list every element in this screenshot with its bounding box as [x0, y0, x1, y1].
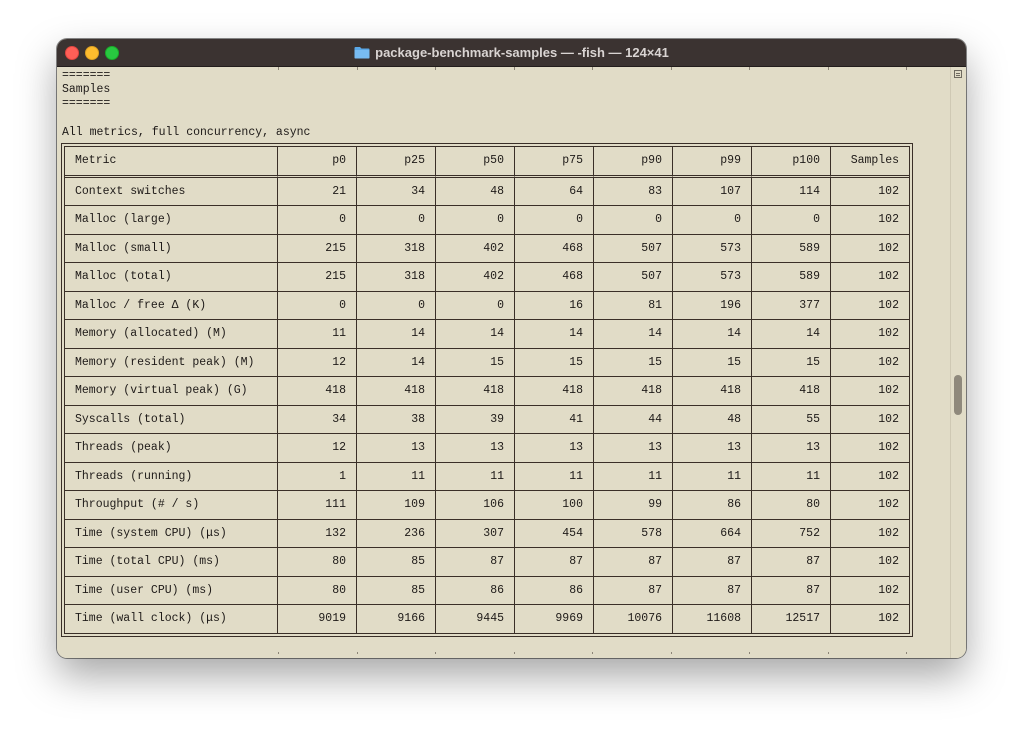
cell-p25: 0: [357, 206, 436, 235]
cell-metric: Memory (virtual peak) (G): [65, 377, 278, 406]
cell-p0: 0: [278, 206, 357, 235]
cell-p0: 418: [278, 377, 357, 406]
cell-p0: 12: [278, 349, 357, 378]
cell-p90: 507: [594, 235, 673, 264]
cell-samples: 102: [831, 548, 909, 577]
cell-samples: 102: [831, 320, 909, 349]
table-body: [65, 178, 909, 633]
cell-samples: 102: [878, 612, 899, 626]
cell-p25: 9166: [357, 605, 436, 633]
header-p99: p99: [673, 147, 752, 178]
cell-p75: 468: [515, 263, 594, 292]
cell-p99: 664: [673, 520, 752, 549]
cell-p50: 402: [436, 235, 515, 264]
cell-p100: 0: [752, 206, 831, 235]
cell-p90: 87: [594, 548, 673, 577]
cell-metric: Time (total CPU) (ms): [65, 548, 278, 577]
cell-p100: 87: [752, 577, 831, 606]
terminal-line-3: =======: [62, 97, 111, 110]
cell-p99: 11: [673, 463, 752, 492]
table-row: [65, 605, 909, 633]
cell-p50: 106: [436, 491, 515, 520]
header-metric: Metric: [65, 147, 278, 178]
scrollbar-thumb[interactable]: [954, 375, 962, 415]
cell-p75: 16: [515, 292, 594, 321]
cell-metric: Malloc (total): [65, 263, 278, 292]
cell-p25: 318: [357, 263, 436, 292]
cell-samples: 102: [831, 520, 909, 549]
metrics-table: [64, 146, 910, 634]
cell-p100: 13: [752, 434, 831, 463]
cell-p100: 87: [752, 548, 831, 577]
cell-metric: Time (system CPU) (μs): [65, 520, 278, 549]
cell-p90: 11: [594, 463, 673, 492]
cell-p99: 87: [673, 548, 752, 577]
folder-icon: [354, 46, 370, 59]
cell-p25: 109: [357, 491, 436, 520]
cell-p25: 85: [357, 548, 436, 577]
cell-samples: 102: [831, 406, 909, 435]
cell-p90: 14: [594, 320, 673, 349]
table-row: [65, 377, 909, 406]
cell-p90: 10076: [594, 605, 673, 633]
cell-samples: 102: [831, 292, 909, 321]
cell-p100: 11: [752, 463, 831, 492]
cell-metric: Memory (allocated) (M): [65, 320, 278, 349]
cell-p100: 12517: [752, 605, 831, 633]
cell-p75: 13: [515, 434, 594, 463]
cell-p50: 418: [436, 377, 515, 406]
cell-p25: 318: [357, 235, 436, 264]
cell-p90: 87: [594, 577, 673, 606]
cell-p75: 41: [515, 406, 594, 435]
terminal-line-2: Samples: [62, 83, 111, 96]
cell-p100: 418: [752, 377, 831, 406]
header-p50: p50: [436, 147, 515, 178]
table-row: [65, 577, 909, 606]
header-p25: p25: [357, 147, 436, 178]
cell-p100: 589: [752, 235, 831, 264]
cell-p75: 418: [515, 377, 594, 406]
cell-p50: 9445: [436, 605, 515, 633]
cell-p0: 80: [278, 577, 357, 606]
cell-metric: Threads (peak): [65, 434, 278, 463]
cell-samples: 102: [831, 263, 909, 292]
window-title: package-benchmark-samples — -fish — 124×41: [375, 45, 669, 60]
cell-p0: 132: [278, 520, 357, 549]
cell-metric: Memory (resident peak) (M): [65, 349, 278, 378]
cell-p0: 34: [278, 406, 357, 435]
cell-p75: 14: [515, 320, 594, 349]
cell-p99: 86: [673, 491, 752, 520]
table-header-row: [65, 147, 909, 178]
cell-p99: 13: [673, 434, 752, 463]
cell-p25: 418: [357, 377, 436, 406]
cell-p50: 11: [436, 463, 515, 492]
cell-p100: 14: [752, 320, 831, 349]
header-p100: p100: [752, 147, 831, 178]
cell-metric: Context switches: [65, 178, 278, 207]
cell-p0: 11: [278, 320, 357, 349]
cell-p100: 114: [752, 178, 831, 207]
top-column-ticks: [57, 67, 966, 71]
cell-p0: 215: [278, 235, 357, 264]
cell-p50: 48: [436, 178, 515, 207]
cell-p25: 236: [357, 520, 436, 549]
cell-p0: 111: [278, 491, 357, 520]
cell-p0: 21: [278, 178, 357, 207]
table-row: [65, 548, 909, 577]
table-row: [65, 235, 909, 264]
cell-metric: Malloc / free Δ (K): [65, 292, 278, 321]
cell-p90: 0: [594, 206, 673, 235]
table-row: [65, 263, 909, 292]
cell-p50: 0: [436, 292, 515, 321]
cell-p75: 86: [515, 577, 594, 606]
terminal-line-1: =======: [62, 69, 111, 82]
cell-samples: 102: [831, 377, 909, 406]
cell-p25: 14: [357, 349, 436, 378]
table-row: [65, 206, 909, 235]
cell-metric: Malloc (small): [65, 235, 278, 264]
cell-p100: 55: [752, 406, 831, 435]
cell-p75: 87: [515, 548, 594, 577]
cell-p0: 80: [278, 548, 357, 577]
cell-p50: 39: [436, 406, 515, 435]
header-p75: p75: [515, 147, 594, 178]
scrollbar-menu-icon[interactable]: [954, 70, 962, 78]
cell-p90: 578: [594, 520, 673, 549]
cell-p75: 468: [515, 235, 594, 264]
cell-samples: 102: [831, 434, 909, 463]
cell-p75: 454: [515, 520, 594, 549]
cell-samples: 102: [831, 235, 909, 264]
cell-samples: 102: [831, 491, 909, 520]
cell-p99: 11608: [673, 605, 752, 633]
cell-p50: 307: [436, 520, 515, 549]
cell-p75: 100: [515, 491, 594, 520]
cell-p50: 86: [436, 577, 515, 606]
vertical-scrollbar[interactable]: [950, 67, 966, 658]
cell-p25: 14: [357, 320, 436, 349]
table-row: [65, 178, 909, 207]
cell-p99: 87: [673, 577, 752, 606]
cell-p0: 1: [278, 463, 357, 492]
cell-p99: 0: [673, 206, 752, 235]
terminal-content[interactable]: [57, 67, 966, 658]
cell-p75: 64: [515, 178, 594, 207]
cell-p50: 87: [436, 548, 515, 577]
cell-p25: 34: [357, 178, 436, 207]
table-row: [65, 463, 909, 492]
cell-p90: 83: [594, 178, 673, 207]
cell-p25: 38: [357, 406, 436, 435]
cell-p50: 14: [436, 320, 515, 349]
cell-samples: 102: [831, 577, 909, 606]
cell-p100: 377: [752, 292, 831, 321]
cell-p0: 9019: [278, 605, 357, 633]
cell-samples: 102: [831, 206, 909, 235]
header-p90: p90: [594, 147, 673, 178]
cell-p25: 11: [357, 463, 436, 492]
cell-p100: 589: [752, 263, 831, 292]
cell-p25: 0: [357, 292, 436, 321]
cell-samples: 102: [831, 349, 909, 378]
cell-metric: Time (user CPU) (ms): [65, 577, 278, 606]
cell-p75: 11: [515, 463, 594, 492]
cell-p0: 12: [278, 434, 357, 463]
cell-p99: 573: [673, 235, 752, 264]
cell-metric: Syscalls (total): [65, 406, 278, 435]
cell-p100: 15: [752, 349, 831, 378]
cell-p90: 15: [594, 349, 673, 378]
cell-samples: 102: [831, 178, 909, 207]
cell-p90: 81: [594, 292, 673, 321]
cell-p99: 14: [673, 320, 752, 349]
terminal-line-5: All metrics, full concurrency, async: [62, 126, 311, 139]
cell-p25: 85: [357, 577, 436, 606]
cell-p90: 418: [594, 377, 673, 406]
cell-p50: 0: [436, 206, 515, 235]
table-row: [65, 491, 909, 520]
cell-p50: 402: [436, 263, 515, 292]
cell-p0: 0: [278, 292, 357, 321]
header-samples: Samples: [831, 147, 909, 178]
cell-p100: 752: [752, 520, 831, 549]
cell-p90: 44: [594, 406, 673, 435]
table-row: [65, 292, 909, 321]
cell-metric: Time (wall clock) (μs): [65, 605, 278, 633]
cell-metric: Threads (running): [65, 463, 278, 492]
cell-p99: 196: [673, 292, 752, 321]
table-row: [65, 320, 909, 349]
cell-p99: 15: [673, 349, 752, 378]
cell-p90: 507: [594, 263, 673, 292]
cell-p99: 573: [673, 263, 752, 292]
cell-p0: 215: [278, 263, 357, 292]
cell-p50: 13: [436, 434, 515, 463]
table-row: [65, 349, 909, 378]
cell-p99: 48: [673, 406, 752, 435]
cell-p75: 0: [515, 206, 594, 235]
title-bar[interactable]: [57, 39, 966, 67]
cell-p99: 107: [673, 178, 752, 207]
header-p0: p0: [278, 147, 357, 178]
table-row: [65, 520, 909, 549]
cell-metric: Malloc (large): [65, 206, 278, 235]
cell-p90: 99: [594, 491, 673, 520]
cell-p25: 13: [357, 434, 436, 463]
cell-p90: 13: [594, 434, 673, 463]
cell-samples: 102: [831, 463, 909, 492]
cell-p75: 15: [515, 349, 594, 378]
cell-p50: 15: [436, 349, 515, 378]
terminal-window: [57, 39, 966, 658]
cell-p75: 9969: [515, 605, 594, 633]
table-row: [65, 434, 909, 463]
window-title-area: [57, 39, 966, 66]
table-row: [65, 406, 909, 435]
cell-p100: 80: [752, 491, 831, 520]
cell-metric: Throughput (# / s): [65, 491, 278, 520]
cell-p99: 418: [673, 377, 752, 406]
